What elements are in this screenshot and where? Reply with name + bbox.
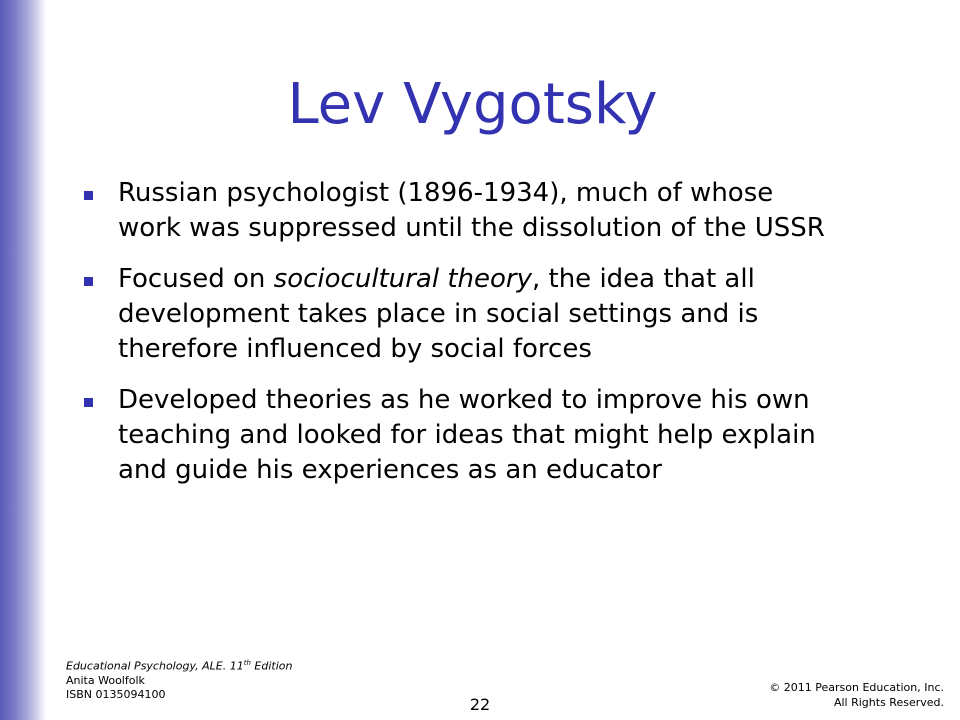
book-title-line — [66, 656, 292, 674]
copyright-line: © 2011 Pearson Education, Inc. — [769, 681, 944, 694]
bullet-text: Russian psychologist (1896-1934), much of whose work was suppressed until the dissolution of the USSR — [118, 178, 825, 243]
edition-word: Edition — [250, 659, 293, 673]
book-author: Anita Woolfolk — [66, 673, 145, 687]
bullet-item — [82, 262, 832, 367]
bullet-item — [82, 176, 832, 246]
bullet-text-before: Focused on — [118, 264, 274, 294]
bullet-item — [82, 383, 832, 488]
slide-title: Lev Vygotsky — [287, 72, 658, 137]
bullet-list — [82, 176, 832, 504]
page-number: 22 — [469, 695, 491, 714]
book-title: Educational Psychology, ALE. 11 — [66, 659, 244, 673]
bullet-text: Developed theories as he worked to improve his own teaching and looked for ideas that might help explain and guide his experiences as an educator — [118, 385, 816, 485]
bullet-text-after: , the idea that all development takes place in social settings and is therefore influenced by social forces — [118, 264, 759, 364]
square-bullet-icon — [84, 398, 93, 407]
book-isbn: ISBN 0135094100 — [66, 687, 166, 701]
rights-line: All Rights Reserved. — [833, 696, 944, 709]
square-bullet-icon — [84, 191, 93, 200]
edition-suffix: th — [243, 659, 251, 667]
bullet-emphasis: sociocultural theory — [273, 264, 532, 294]
square-bullet-icon — [84, 277, 93, 286]
copyright-notice — [769, 680, 944, 710]
